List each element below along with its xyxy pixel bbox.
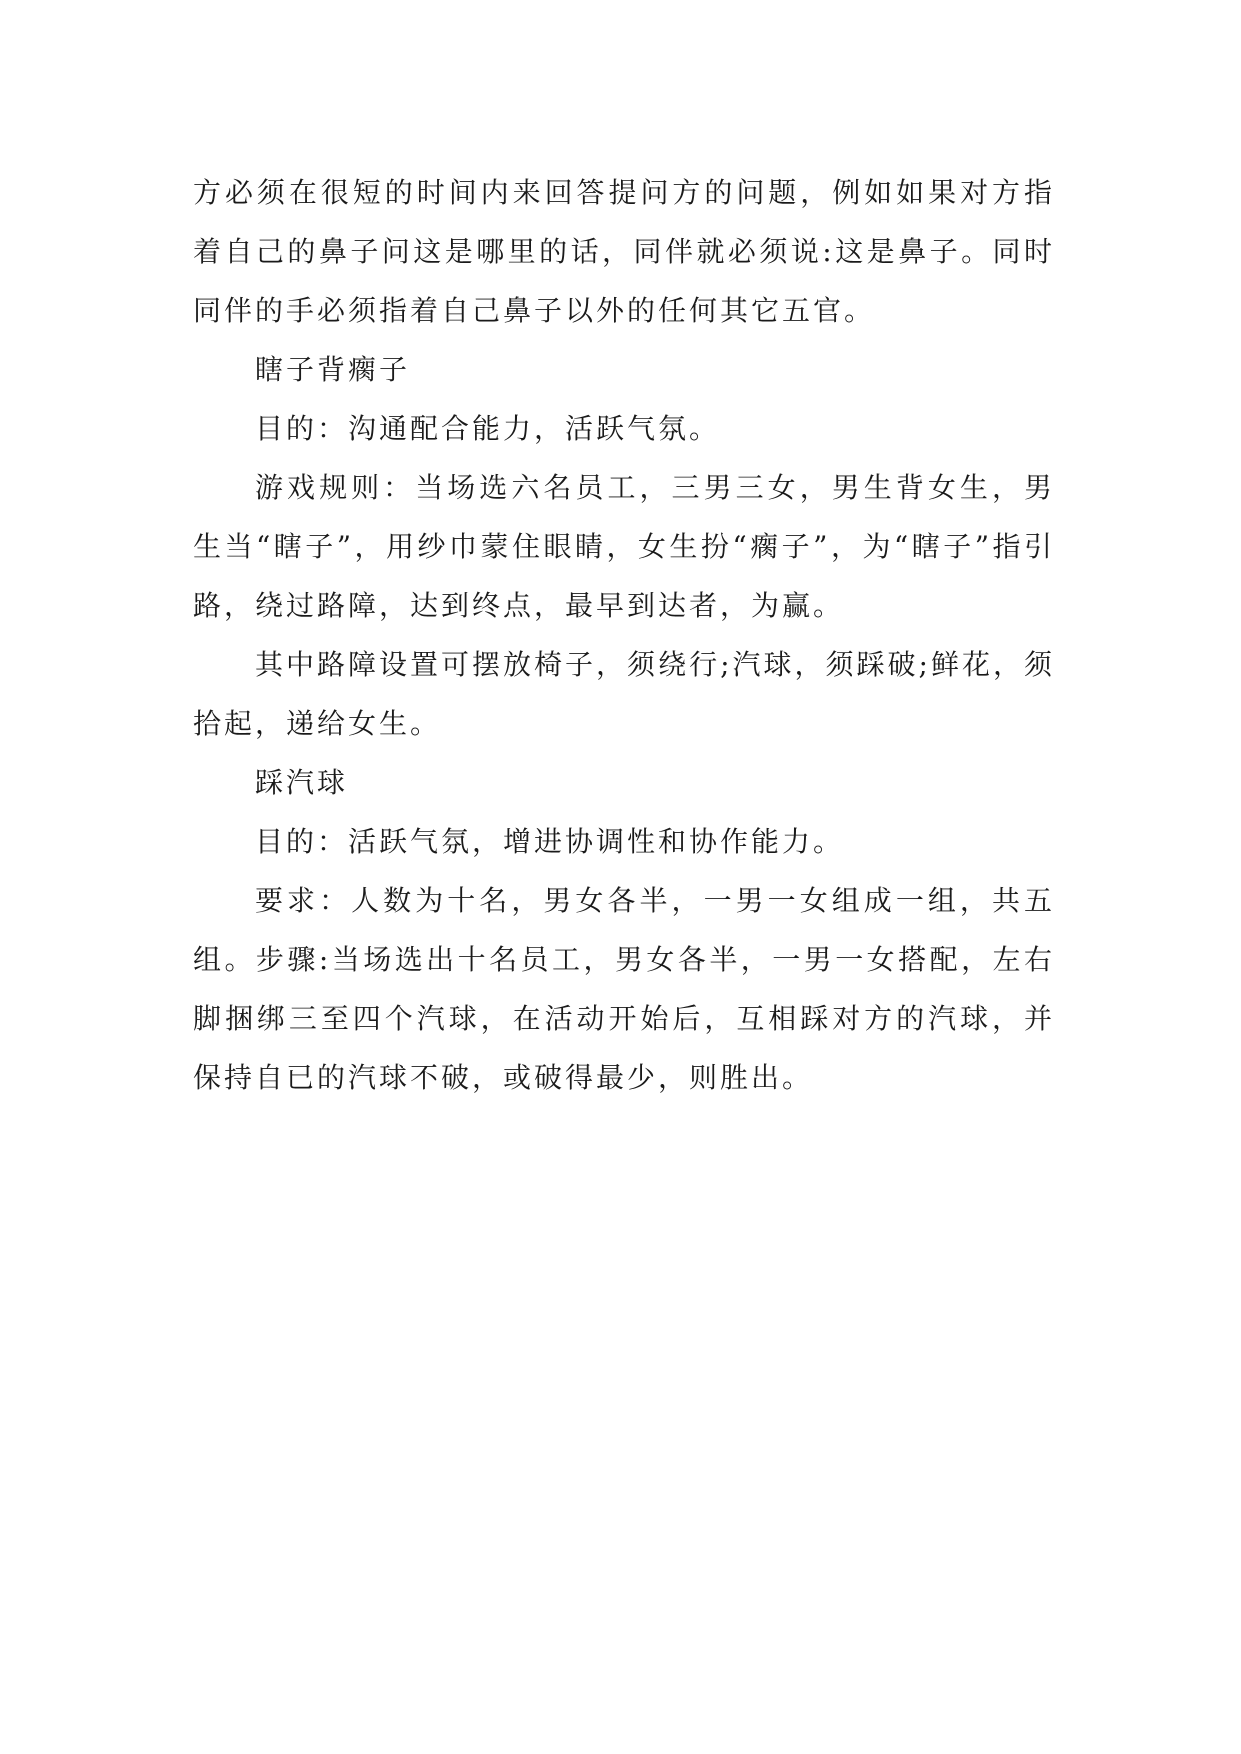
section-heading-balloon-stomp: 踩汽球 <box>255 766 349 799</box>
paragraph-rules-1: 游戏规则：当场选六名员工，三男三女，男生背女生，男生当“瞎子”，用纱巾蒙住眼睛，女生扮“瘸子”，为“瞎子”指引路，绕过路障，达到终点，最早到达者，为赢。 <box>193 471 1055 622</box>
paragraph-continuation: 方必须在很短的时间内来回答提问方的问题，例如如果对方指着自己的鼻子问这是哪里的话，同伴就必须说:这是鼻子。同时同伴的手必须指着自己鼻子以外的任何其它五官。 <box>193 176 1055 327</box>
document-body <box>193 163 1055 1107</box>
paragraph-purpose-1: 目的：沟通配合能力，活跃气氛。 <box>255 412 721 445</box>
paragraph-requirements: 要求：人数为十名，男女各半，一男一女组成一组，共五组。步骤:当场选出十名员工，男女各半，一男一女搭配，左右脚捆绑三至四个汽球，在活动开始后，互相踩对方的汽球，并保持自已的汽球不破，或破得最少，则胜出。 <box>193 884 1055 1094</box>
paragraph-obstacles: 其中路障设置可摆放椅子，须绕行;汽球，须踩破;鲜花，须拾起，递给女生。 <box>193 648 1055 740</box>
section-heading-blind-carry: 瞎子背瘸子 <box>255 353 411 386</box>
paragraph-purpose-2: 目的：活跃气氛，增进协调性和协作能力。 <box>255 825 845 858</box>
